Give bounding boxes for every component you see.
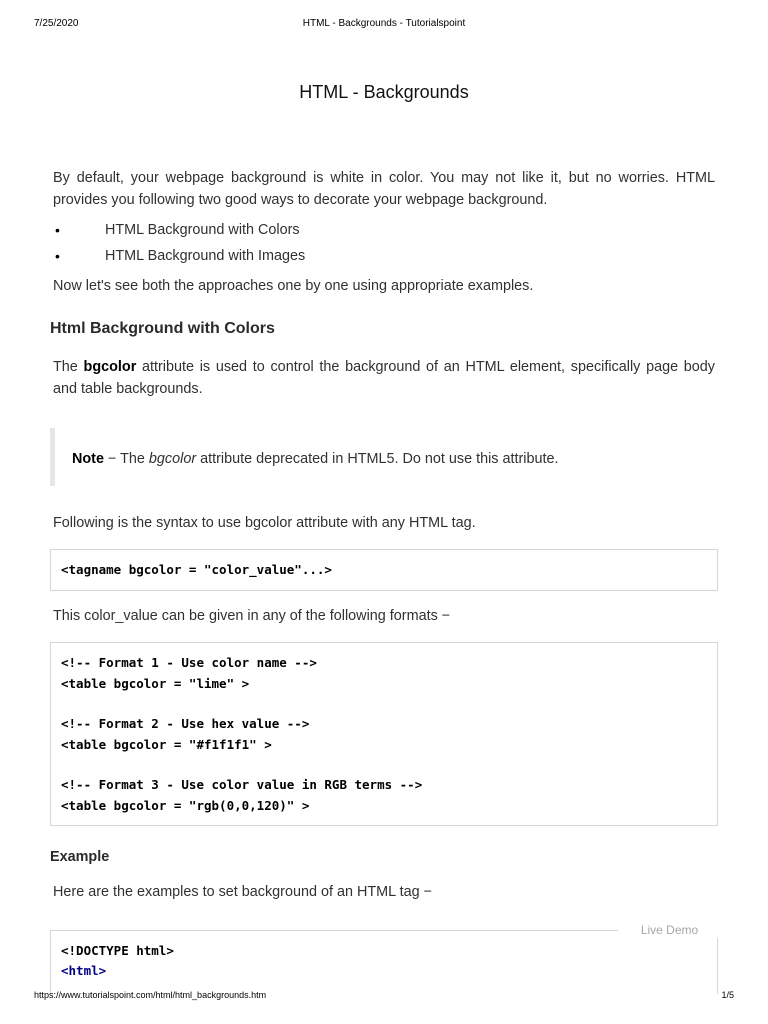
note-term: bgcolor — [148, 451, 197, 467]
example-code-block — [50, 930, 718, 994]
approaches-paragraph: Now let's see both the approaches one by one using appropriate examples. — [53, 278, 534, 294]
code-line: <tagname bgcolor = "color_value"...> — [61, 562, 332, 577]
formats-code-block — [50, 642, 718, 826]
code-line: <table bgcolor = "#f1f1f1" > — [61, 737, 272, 752]
page-title: HTML - Backgrounds — [299, 82, 469, 102]
code-line: <!-- Format 1 - Use color name --> — [61, 655, 317, 670]
syntax-code-block — [50, 549, 718, 591]
link-background-images[interactable]: • HTML Background with Images — [53, 246, 715, 272]
intro-paragraph: By default, your webpage background is white in color. You may not like it, but no worries. HTML provides you following two good ways to decorate your webpage background. — [53, 170, 715, 208]
desc-rest: attribute is used to control the background of an HTML element, specifically page body and table backgrounds. — [53, 359, 716, 397]
formats-intro: This color_value can be given in any of the following formats − — [53, 608, 451, 624]
code-line: <!-- Format 2 - Use hex value --> — [61, 716, 310, 731]
print-footer — [34, 990, 734, 1004]
code-line: <!-- Format 3 - Use color value in RGB terms --> — [61, 777, 423, 792]
link-background-colors[interactable]: • HTML Background with Colors — [53, 220, 715, 246]
syntax-intro: Following is the syntax to use bgcolor attribute with any HTML tag. — [53, 515, 476, 531]
print-header — [34, 18, 734, 32]
examples-intro: Here are the examples to set background of an HTML tag − — [53, 884, 433, 900]
bgcolor-description — [53, 356, 715, 400]
print-date: 7/25/2020 — [34, 18, 79, 29]
topic-list — [53, 220, 715, 272]
desc-bold-term: bgcolor — [83, 359, 137, 375]
print-page-number: 1/5 — [721, 990, 734, 1000]
example-heading: Example — [50, 849, 110, 865]
code-line: <table bgcolor = "rgb(0,0,120)" > — [61, 798, 310, 813]
live-demo-link[interactable]: Live Demo — [618, 922, 721, 938]
print-url: https://www.tutorialspoint.com/html/html_backgrounds.htm — [34, 990, 267, 1000]
code-line: <!DOCTYPE html> — [61, 943, 174, 958]
note-rest: attribute deprecated in HTML5. Do not use this attribute. — [196, 451, 559, 467]
code-line: <html> — [61, 963, 107, 978]
note-box — [50, 428, 715, 486]
note-text — [72, 450, 558, 468]
note-dash: − The — [103, 451, 149, 467]
code-line: <table bgcolor = "lime" > — [61, 676, 250, 691]
note-label: Note — [72, 451, 104, 467]
desc-prefix: The — [53, 359, 84, 375]
print-title: HTML - Backgrounds - Tutorialspoint — [302, 18, 466, 29]
section-heading-colors: Html Background with Colors — [50, 320, 275, 337]
